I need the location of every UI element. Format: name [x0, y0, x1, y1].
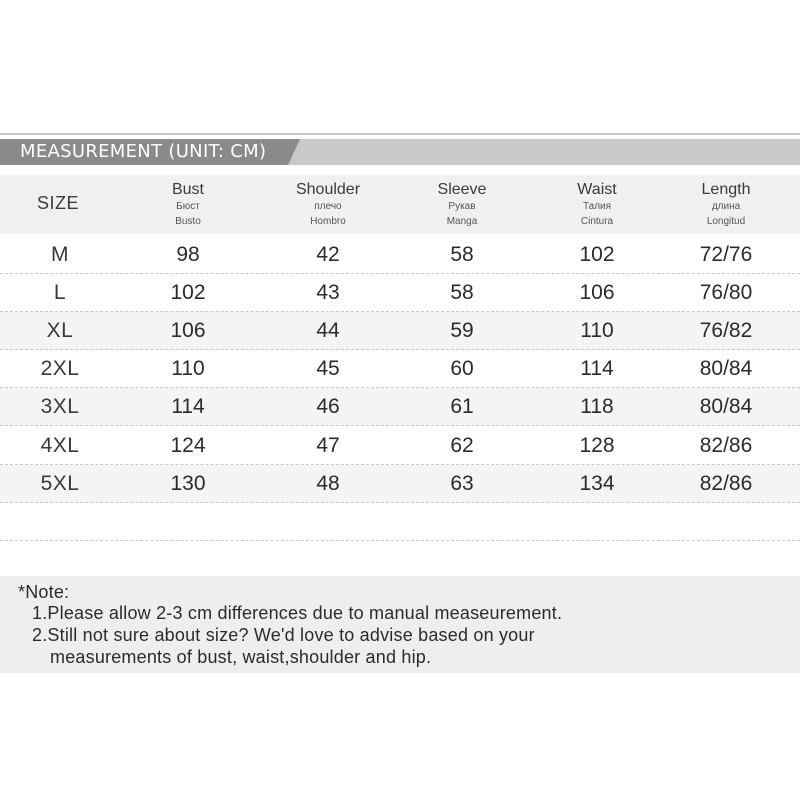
- cell-shoulder: 42: [316, 243, 340, 266]
- header-shoulder: Shoulder: [295, 181, 361, 198]
- header-shoulder-es: Hombro: [310, 216, 346, 227]
- row-divider: [0, 540, 800, 541]
- cell-length: 80/84: [699, 395, 753, 418]
- header-size: SIZE: [36, 193, 79, 213]
- cell-sleeve: 59: [450, 319, 474, 342]
- cell-waist: 114: [580, 357, 614, 380]
- note-heading: *Note:: [18, 582, 70, 602]
- cell-length: 72/76: [699, 243, 753, 266]
- cell-length: 76/80: [699, 281, 753, 304]
- empty-row: [0, 503, 800, 541]
- table-row: [0, 465, 800, 503]
- cell-waist: 118: [580, 395, 614, 418]
- cell-bust: 110: [171, 357, 205, 380]
- note-line-1: 1.Please allow 2-3 cm differences due to manual measeurement.: [32, 603, 563, 623]
- cell-bust: 114: [171, 395, 205, 418]
- header-waist: Waist: [577, 181, 617, 198]
- cell-size: M: [51, 243, 69, 266]
- cell-size: 5XL: [40, 472, 80, 495]
- table-row: [0, 312, 800, 350]
- cell-sleeve: 60: [450, 357, 474, 380]
- header-sleeve: Sleeve: [437, 181, 487, 198]
- cell-waist: 106: [579, 281, 615, 304]
- row-divider: [0, 425, 800, 426]
- header-shoulder-ru: плечо: [314, 201, 342, 212]
- cell-bust: 106: [170, 319, 206, 342]
- header-bust-es: Busto: [175, 216, 201, 227]
- header-length-ru: длина: [711, 201, 741, 212]
- cell-shoulder: 48: [316, 472, 340, 495]
- cell-sleeve: 62: [450, 434, 474, 457]
- note-line-2: 2.Still not sure about size? We'd love to advise based on your: [32, 625, 535, 645]
- header-bust: Bust: [171, 181, 204, 198]
- header-sleeve-ru: Рукав: [448, 201, 476, 212]
- header-waist-ru: Талия: [582, 201, 612, 212]
- cell-size: L: [53, 281, 67, 304]
- cell-waist: 110: [580, 319, 614, 342]
- cell-waist: 102: [579, 243, 615, 266]
- header-bust-ru: Бюст: [176, 201, 200, 212]
- cell-bust: 130: [170, 472, 206, 495]
- top-divider: [0, 133, 800, 135]
- cell-waist: 134: [579, 472, 615, 495]
- cell-bust: 124: [170, 434, 206, 457]
- header-length: Length: [701, 181, 751, 198]
- cell-sleeve: 58: [450, 243, 474, 266]
- cell-shoulder: 47: [316, 434, 340, 457]
- title-bar: [0, 139, 800, 165]
- table-row: [0, 427, 800, 465]
- cell-shoulder: 46: [316, 395, 340, 418]
- header-waist-es: Cintura: [580, 216, 614, 227]
- header-length-es: Longitud: [706, 216, 746, 227]
- cell-sleeve: 63: [450, 472, 474, 495]
- cell-length: 82/86: [699, 472, 753, 495]
- header-sleeve-es: Manga: [446, 216, 478, 227]
- cell-waist: 128: [579, 434, 615, 457]
- cell-sleeve: 61: [450, 395, 474, 418]
- cell-length: 80/84: [699, 357, 753, 380]
- cell-length: 82/86: [699, 434, 753, 457]
- cell-shoulder: 44: [316, 319, 340, 342]
- table-row: [0, 236, 800, 274]
- cell-shoulder: 43: [316, 281, 340, 304]
- cell-bust: 98: [176, 243, 200, 266]
- cell-length: 76/82: [699, 319, 753, 342]
- cell-size: 2XL: [40, 357, 80, 380]
- table-row: [0, 350, 800, 388]
- table-row: [0, 274, 800, 312]
- page-title: MEASUREMENT (UNIT: CM): [20, 141, 267, 162]
- cell-size: 3XL: [40, 395, 80, 418]
- cell-bust: 102: [170, 281, 206, 304]
- cell-size: 4XL: [40, 434, 80, 457]
- cell-sleeve: 58: [450, 281, 474, 304]
- note-box: [0, 576, 800, 673]
- note-line-3: measurements of bust, waist,shoulder and hip.: [50, 647, 432, 667]
- table-row: [0, 388, 800, 426]
- cell-size: XL: [46, 319, 74, 342]
- cell-shoulder: 45: [316, 357, 340, 380]
